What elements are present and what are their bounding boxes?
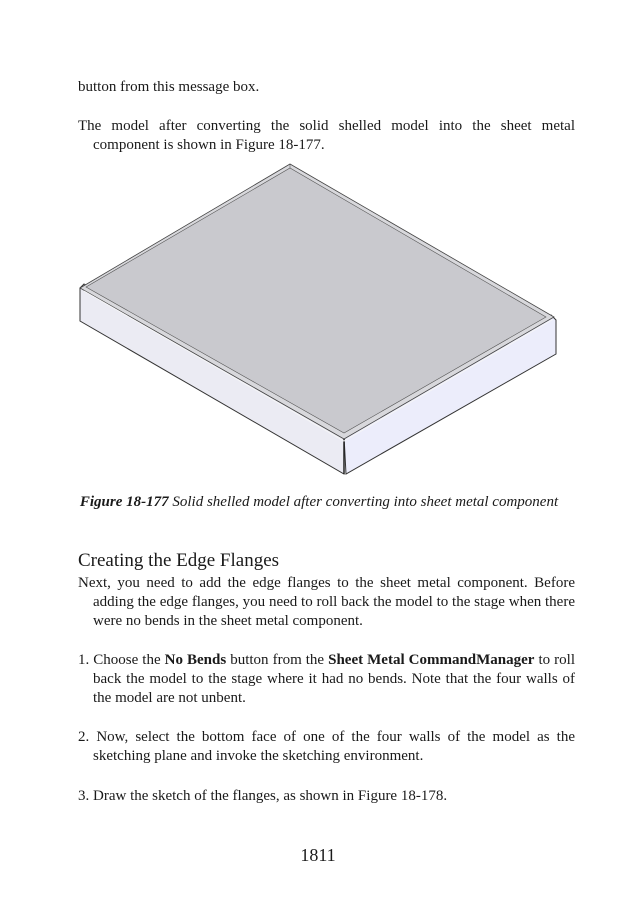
no-bends-button-ref: No Bends xyxy=(164,652,227,668)
figure-sheet-metal-model xyxy=(78,160,560,480)
section-paragraph: Next, you need to add the edge flanges to the sheet metal component. Before adding the edge flanges, you need to roll back the model to the stage when there were no bends in the sheet metal component. xyxy=(78,575,575,629)
continuation-line: button from this message box. xyxy=(78,79,260,95)
section-heading: Creating the Edge Flanges xyxy=(78,550,280,571)
step-1: 1. Choose the No Bends button from the Sheet Metal CommandManager to roll back the model to the stage where it had no bends. Note that the four walls of the model are not unbent. xyxy=(78,652,576,706)
sheet-metal-commandmanager-ref: Sheet Metal CommandManager xyxy=(328,652,535,668)
step-2: 2. Now, select the bottom face of one of the four walls of the model as the sketching plane and invoke the sketching environment. xyxy=(78,729,575,764)
figure-label: Figure 18-177 xyxy=(79,494,169,510)
figure-caption-text: Solid shelled model after converting into sheet metal component xyxy=(172,494,559,510)
sheet-metal-model-illustration xyxy=(78,160,560,480)
intro-paragraph: The model after converting the solid shelled model into the sheet metal component is shown in Figure 18-177. xyxy=(78,118,575,153)
step-3: 3. Draw the sketch of the flanges, as shown in Figure 18-178. xyxy=(78,788,448,804)
page-number: 1811 xyxy=(300,845,336,865)
figure-caption xyxy=(78,492,560,512)
